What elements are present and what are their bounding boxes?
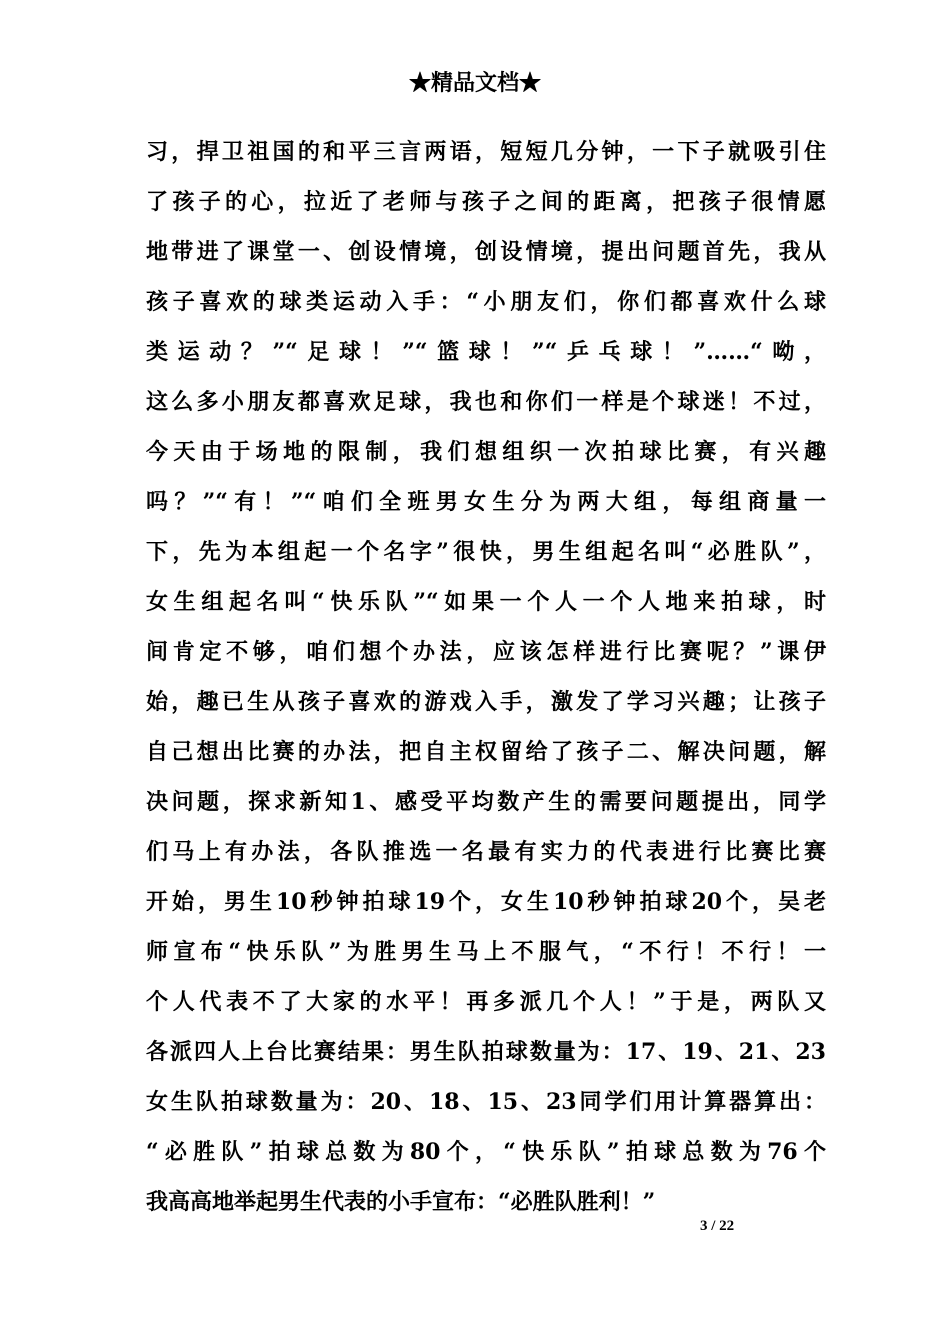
text-line: 了孩子的心，拉近了老师与孩子之间的距离，把孩子很情愿 — [146, 189, 826, 215]
text-line: 师宣布“快乐队”为胜男生马上不服气，“不行！不行！一 — [146, 939, 826, 965]
text-line: “必胜队”拍球总数为80个，“快乐队”拍球总数为76个 — [146, 1139, 826, 1165]
text-line: 地带进了课堂一、创设情境，创设情境，提出问题首先，我从 — [146, 239, 826, 265]
page-number: 3 / 22 — [700, 1218, 735, 1234]
text-line: 开始，男生10秒钟拍球19个，女生10秒钟拍球20个，吴老 — [146, 889, 826, 915]
text-line: 吗？”“有！”“咱们全班男女生分为两大组，每组商量一 — [146, 489, 826, 515]
text-line: 这么多小朋友都喜欢足球，我也和你们一样是个球迷！不过， — [146, 389, 826, 415]
text-line: 自己想出比赛的办法，把自主权留给了孩子二、解决问题，解 — [146, 739, 826, 765]
text-line: 决问题，探求新知1、感受平均数产生的需要问题提出，同学 — [146, 789, 826, 815]
text-line: 女生队拍球数量为：20、18、15、23同学们用计算器算出： — [146, 1089, 826, 1115]
text-line: 间肯定不够，咱们想个办法，应该怎样进行比赛呢？”课伊 — [146, 639, 826, 665]
text-line: 习，捍卫祖国的和平三言两语，短短几分钟，一下子就吸引住 — [146, 139, 826, 165]
text-line: 孩子喜欢的球类运动入手：“小朋友们，你们都喜欢什么球 — [146, 289, 826, 315]
text-line: 们马上有办法，各队推选一名最有实力的代表进行比赛比赛 — [146, 839, 826, 865]
body-text — [146, 132, 826, 1232]
text-line: 各派四人上台比赛结果：男生队拍球数量为：17、19、21、23 — [146, 1039, 826, 1065]
text-line: 下，先为本组起一个名字”很快，男生组起名叫“必胜队”， — [146, 539, 826, 565]
text-line: 今天由于场地的限制，我们想组织一次拍球比赛，有兴趣 — [146, 439, 826, 465]
text-line: 个人代表不了大家的水平！再多派几个人！”于是，两队又 — [146, 989, 826, 1015]
text-line: 我高高地举起男生代表的小手宣布：“必胜队胜利！” — [146, 1189, 656, 1215]
text-line: 女生组起名叫“快乐队”“如果一个人一个人地来拍球，时 — [146, 589, 826, 615]
text-line: 始，趣已生从孩子喜欢的游戏入手，激发了学习兴趣；让孩子 — [146, 689, 826, 715]
page-header-title: ★精品文档★ — [408, 70, 541, 96]
text-line: 类运动？”“足球！”“篮球！”“乒乓球！”……“呦， — [146, 339, 826, 365]
